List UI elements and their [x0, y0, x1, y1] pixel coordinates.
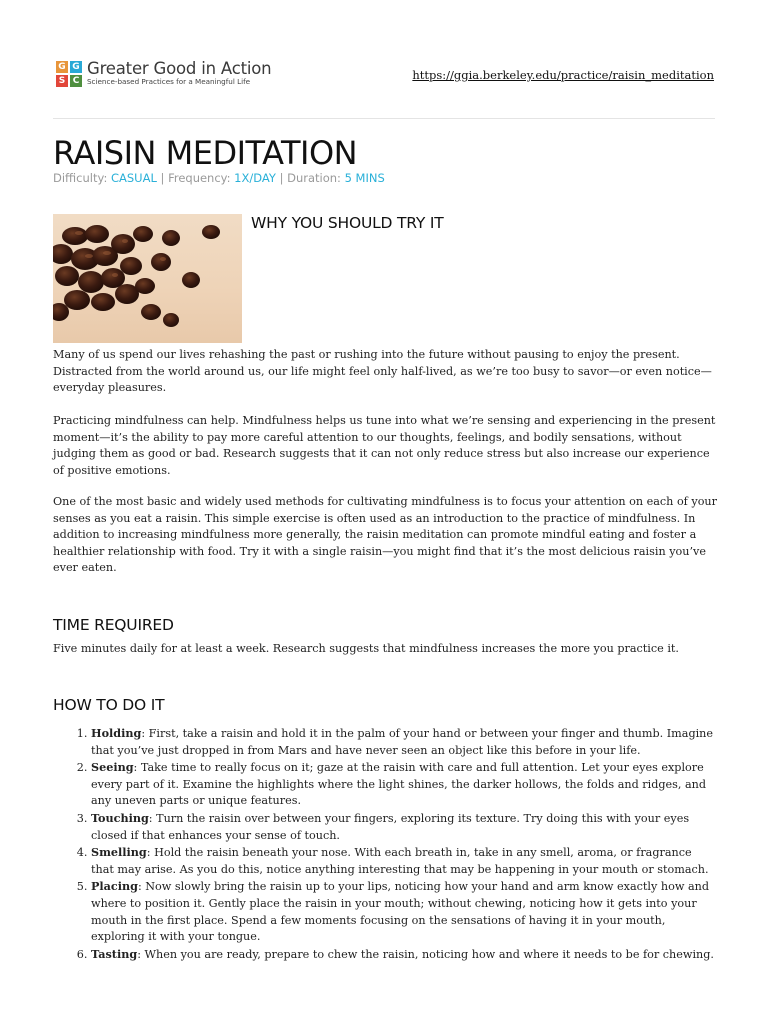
step-item	[91, 759, 717, 810]
difficulty-value: CASUAL	[110, 171, 157, 185]
header	[56, 60, 714, 96]
why-paragraph: Many of us spend our lives rehashing the past or rushing into the future without pausing to enjoy the present. Distracted from the world around us, our life might feel only half-lived, as we’re too busy to savor—or even notice—everyday pleasures.	[53, 348, 712, 395]
step-label: Placing	[91, 879, 138, 894]
logo-tagline: Science-based Practices for a Meaningful Life	[87, 77, 251, 86]
frequency-label: Frequency:	[168, 171, 231, 185]
logo-letter: C	[70, 75, 82, 87]
logo-grid-icon	[56, 61, 82, 87]
step-item	[91, 946, 717, 964]
step-label: Smelling	[91, 845, 147, 860]
logo-letter: G	[56, 61, 68, 73]
steps-list	[53, 725, 717, 963]
step-label: Seeing	[91, 760, 134, 775]
duration-value: 5 MINS	[344, 171, 385, 185]
ggia-logo[interactable]	[56, 60, 271, 87]
why-paragraph: One of the most basic and widely used methods for cultivating mindfulness is to focus your attention on each of your senses as you eat a raisin. This simple exercise is often used as an introduction to the practice of mindfulness. In addition to increasing mindfulness more generally, the raisin meditation can promote mindful eating and foster a healthier relationship with food. Try it with a single raisin—you might find that it’s the most delicious raisin you’ve ever eaten.	[53, 495, 717, 575]
meta-separator: |	[160, 171, 165, 185]
meta-separator: |	[279, 171, 284, 185]
practice-meta	[53, 171, 385, 185]
raisins-photo	[53, 214, 242, 343]
time-heading: TIME REQUIRED	[53, 616, 174, 634]
step-text: : Hold the raisin beneath your nose. With each breath in, take in any smell, aroma, or fragrance that may arise. As you do this, notice anything interesting that may be happening in your mouth or stomach.	[91, 846, 709, 876]
difficulty-label: Difficulty:	[53, 171, 108, 185]
frequency-value: 1X/DAY	[234, 171, 276, 185]
step-item	[91, 725, 717, 759]
duration-label: Duration:	[287, 171, 341, 185]
why-paragraph: Practicing mindfulness can help. Mindfulness helps us tune into what we’re sensing and experiencing in the present moment—it’s the ability to pay more careful attention to our thoughts, feelings, and bodily sensations, without judging them as good or bad. Research suggests that it can not only reduce stress but also increase our experience of positive emotions.	[53, 414, 716, 477]
header-divider	[53, 118, 715, 119]
why-heading: WHY YOU SHOULD TRY IT	[251, 214, 444, 232]
step-label: Holding	[91, 726, 142, 740]
step-item	[91, 844, 717, 878]
step-item	[91, 810, 717, 844]
logo-text	[87, 60, 271, 87]
raisins-photo-icon	[53, 214, 242, 343]
step-text: : First, take a raisin and hold it in the palm of your hand or between your finger and thumb. Imagine that you’ve just dropped in from Mars and have never seen an object like this before in your life.	[91, 727, 714, 757]
how-heading: HOW TO DO IT	[53, 696, 165, 714]
time-text: Five minutes daily for at least a week. Research suggests that mindfulness increases the more you practice it.	[53, 642, 679, 655]
page-url-link[interactable]: https://ggia.berkeley.edu/practice/raisin_meditation	[412, 68, 714, 82]
logo-letter: G	[70, 61, 82, 73]
step-text: : Now slowly bring the raisin up to your lips, noticing how your hand and arm know exactly how and where to position it. Gently place the raisin in your mouth; without chewing, noticing how it gets into your mouth in the first place. Spend a few moments focusing on the sensations of having it in your mouth, exploring it with your tongue.	[91, 880, 709, 944]
page-title: RAISIN MEDITATION	[53, 134, 358, 172]
step-label: Tasting	[91, 946, 138, 961]
step-item	[91, 878, 717, 945]
logo-name: Greater Good in Action	[87, 59, 272, 78]
step-label: Touching	[91, 810, 149, 825]
step-text: : When you are ready, prepare to chew the raisin, noticing how and where it needs to be for chewing.	[137, 947, 714, 961]
step-text: : Turn the raisin over between your fingers, exploring its texture. Try doing this with your eyes closed if that enhances your sense of touch.	[91, 811, 690, 842]
logo-letter: S	[56, 75, 68, 87]
step-text: : Take time to really focus on it; gaze at the raisin with care and full attention. Let your eyes explore every part of it. Examine the highlights where the light shines, the darker hollows, the folds and ridges, and any uneven parts or unique features.	[91, 761, 707, 808]
